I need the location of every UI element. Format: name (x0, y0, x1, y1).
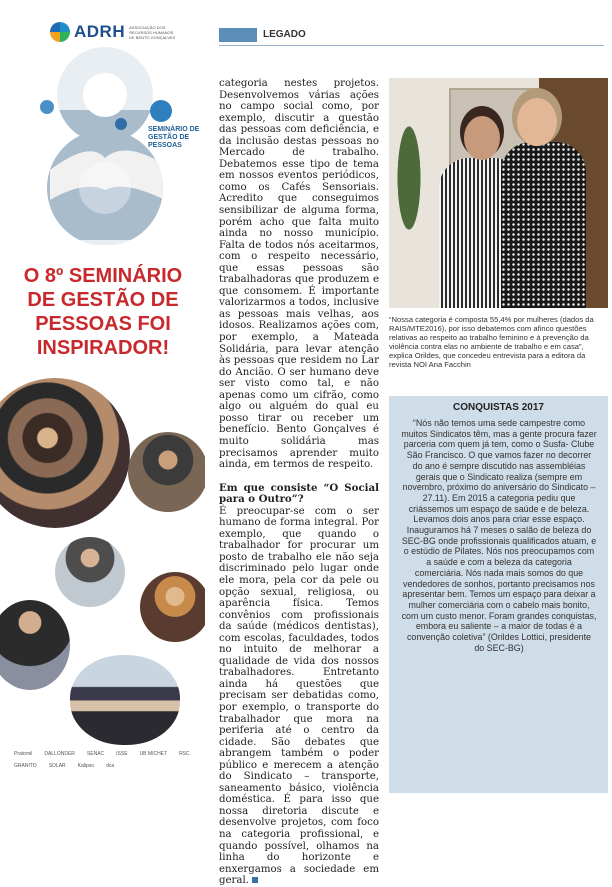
sponsor-logo: Kalipso (77, 763, 95, 769)
gear-icon (150, 100, 172, 122)
speaker-photo (140, 572, 205, 642)
box-title: CONQUISTAS 2017 (453, 402, 544, 413)
sponsor-logo: UB MICHET (139, 751, 168, 757)
adrh-logo-icon (50, 22, 70, 42)
article-paragraph (219, 506, 379, 887)
speaker-photo (0, 600, 70, 690)
sponsor-logo: DALLONDER (44, 751, 75, 757)
article-body (219, 78, 379, 887)
sponsor-logos (12, 750, 202, 770)
sponsor-logo: ISSE (116, 751, 128, 757)
gear-icon (115, 118, 127, 130)
seminar-promo-panel (0, 0, 205, 801)
box-text: “Nós não temos uma sede campestre como muitos Sindicatos têm, mas a gente procura fazer parceria com quem já tem, como o Susfa- Clube São Francisco. O que vamos fazer no decorrer do ano é sempre discutido nas assembléias gerais que o Sindicato realiza (sempre em novembro, próximo do aniversário do Sindicato – 27.11). Em 2015 a categoria pediu que criássemos um espaço de saúde e de beleza. Levamos dois anos para criar esse espaço. Inauguramos há 7 meses o salão de beleza do SEC-BG onde profissionais qualificados atuam, e o estúdio de Pilates. Nós nos preocupamos com a saúde e com a beleza da categoria comerciária. Nós nada mais somos do que vendedores de sonhos, portanto precisamos nos apresentar bem. Temos um espaço para deixar a mulher comerciária com o cabelo mais bonito, com um custo menor. Foram grandes conquistas, embora eu saliente – a maior de todas é a convenção coletiva” (Orildes Lottici, presidente do SEC-BG) (401, 418, 597, 653)
logo-subtitle: ASSOCIAÇÃO DOS RECURSOS HUMANOS DE BENTO GONÇALVES (129, 24, 176, 40)
gear-icon (40, 100, 54, 114)
section-color-bar (219, 28, 257, 42)
sponsor-logo: RSC (179, 751, 190, 757)
logo-text: ADRH (74, 22, 126, 41)
section-label: LEGADO (263, 29, 306, 40)
interview-photo (389, 78, 608, 308)
photo-caption: “Nossa categoria é composta 55,4% por mulheres (dados da RAIS/MTE2016), por isso debatemos com afinco questões relativas ao respeito ao trabalho feminino e à prevenção da violência contra elas no ambiente de trabalho e em casa”, explica Orildes, que concedeu entrevista para a editora da revista NOI Ana Facchin (389, 315, 594, 369)
sponsor-logo: dca (106, 763, 115, 769)
article-question: Em que consiste “O Social para o Outro”? (219, 481, 379, 506)
group-photo (70, 655, 180, 745)
section-divider (219, 45, 604, 46)
speaker-photo (55, 537, 125, 607)
end-of-article-icon (252, 877, 258, 883)
audience-photo (0, 378, 130, 528)
sponsor-logo: GRANITO (14, 763, 37, 769)
sponsor-logo: SENAC (86, 751, 105, 757)
article-paragraph: categoria nestes projetos. Desenvolvemos várias ações no campo social como, por exemplo, discutir a questão das pessoas com deficiência, e da inclusão destas pessoas no Mercado de trabalho. Debatemos esse tipo de tema em nossos eventos periódicos, como os Cafés Sensoriais. Acredito que conseguimos sensibilizar de alguma forma, porém acho que falta muito ainda no nosso município. Falta de todos nós aceitarmos, com o respeito necessário, que essas pessoas são trabalhadoras que produzem e que consomem. É importante valorizarmos a todos, inclusive as pessoas mais velhas, aos idosos. Realizamos ações com, por exemplo, a Mateada Solidária, para levar atenção às pessoas que residem no Lar do Ancião. O ser humano deve ser visto como tal, e não apenas como um cifrão, como algo ou alguém do qual eu posso tirar ou receber um benefício. Bento Gonçalves é muito solidária mas precisamos aprender muito ainda, em termos de respeito. (219, 78, 379, 471)
sponsor-logo: Pratomil (14, 751, 33, 757)
seminar-label: SEMINÁRIO DE GESTÃO DE PESSOAS (148, 126, 200, 149)
speaker-photo (128, 432, 205, 512)
conquistas-box (389, 396, 608, 793)
article-paragraph-text: É preocupar-se com o ser humano de forma integral. Por exemplo, que quando o trabalhador for procurar um posto de trabalho ele não seja discriminado pelo lugar onde ele mora, pela cor da pele ou opção sexual, religiosa, ou aparência física. Temos convênios com profissionais da saúde (médicos dentistas), com escolas, faculdades, todos no intuito de melhorar a qualidade de vida dos nossos trabalhadores. Entretanto ainda há questões que precisam ser debatidas como, por exemplo, o transporte do trabalhador que mora na periferia até o centro da cidade. São debates que abrangem também o poder público e merecem a atenção do Sindicato – transporte, saneamento básico, violência doméstica. É para isso que nossa diretoria discute e desenvolve projetos, com foco na categoria profissional, e quando possível, olhamos na linha do horizonte e enxergamos a sociedade em geral. (219, 505, 379, 887)
promo-title: O 8º SEMINÁRIO DE GESTÃO DE PESSOAS FOI INSPIRADOR! (23, 265, 183, 359)
sponsor-logo: SOLAR (48, 763, 66, 769)
